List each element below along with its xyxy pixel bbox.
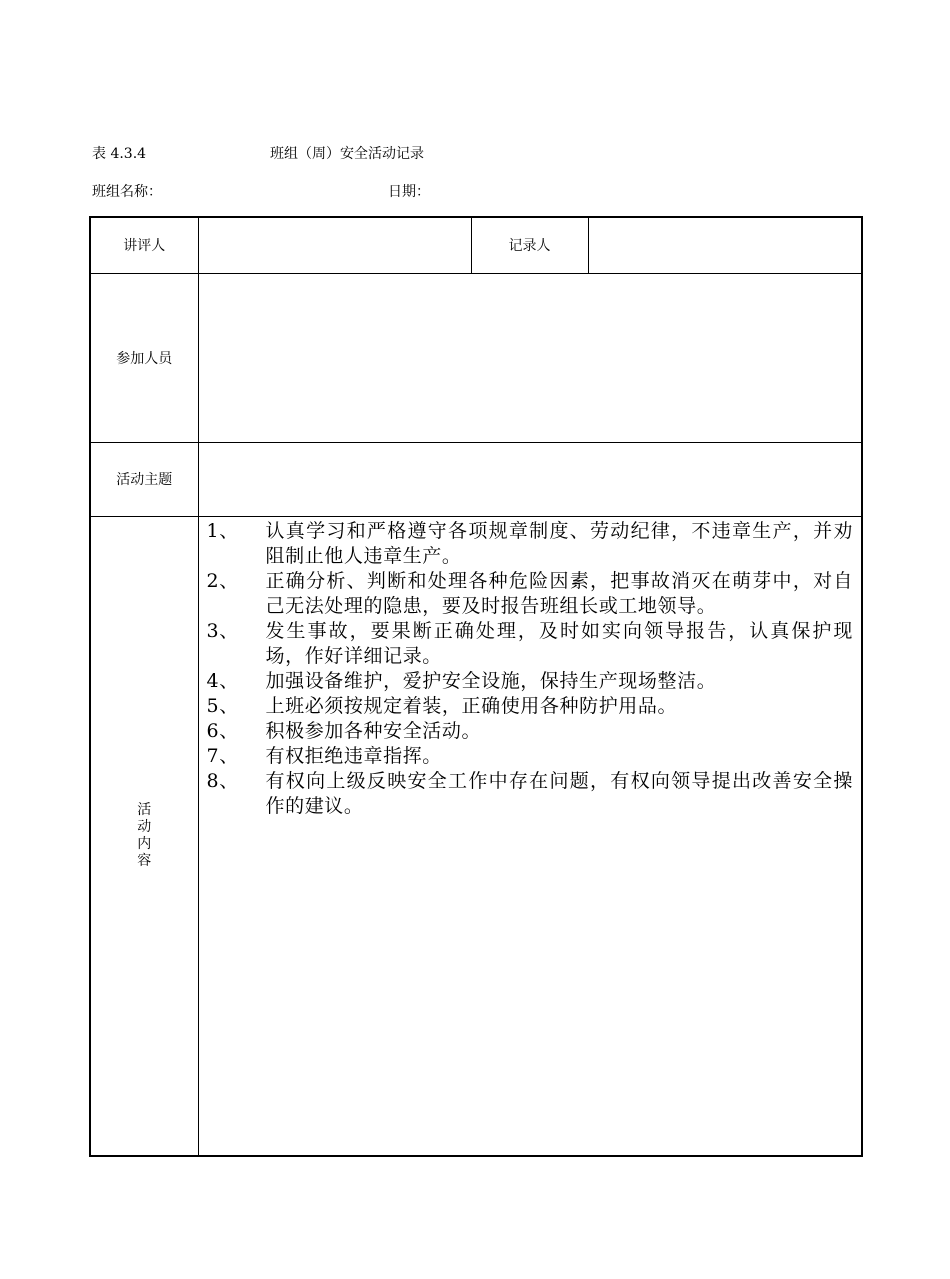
team-name-label: 班组名称： bbox=[92, 184, 162, 200]
activity-record-table bbox=[89, 216, 863, 1157]
content-label: 活动内容 bbox=[137, 801, 152, 869]
content-item bbox=[207, 694, 854, 719]
content-item-text: 正确分析、判断和处理各种危险因素，把事故消灭在萌芽中，对自己无法处理的隐患，要及时报告班组长或工地领导。 bbox=[265, 569, 853, 617]
content-item bbox=[207, 669, 854, 694]
table-number: 表 4.3.4 bbox=[92, 146, 147, 162]
participants-row bbox=[90, 273, 862, 442]
content-item bbox=[207, 744, 854, 769]
reviewer-field[interactable] bbox=[198, 217, 471, 273]
content-item-number: 5、 bbox=[206, 694, 239, 717]
date-label: 日期： bbox=[388, 184, 430, 200]
topic-field[interactable] bbox=[198, 442, 862, 516]
content-item-text: 上班必须按规定着装，正确使用各种防护用品。 bbox=[265, 694, 678, 717]
content-item-number: 7、 bbox=[206, 744, 239, 767]
content-item bbox=[207, 619, 854, 669]
content-item-number: 3、 bbox=[206, 619, 239, 642]
content-item-number: 1、 bbox=[206, 519, 239, 542]
content-item bbox=[207, 719, 854, 744]
content-item-list bbox=[207, 519, 854, 819]
content-row bbox=[90, 516, 862, 1156]
content-item bbox=[207, 769, 854, 819]
content-field[interactable] bbox=[198, 516, 862, 1156]
content-item-text: 有权向上级反映安全工作中存在问题，有权向领导提出改善安全操作的建议。 bbox=[265, 769, 853, 817]
participants-field[interactable] bbox=[198, 273, 862, 442]
content-item-number: 8、 bbox=[206, 769, 239, 792]
recorder-label: 记录人 bbox=[471, 217, 588, 273]
topic-row bbox=[90, 442, 862, 516]
content-item-number: 6、 bbox=[206, 719, 239, 742]
content-item-text: 发生事故，要果断正确处理，及时如实向领导报告，认真保护现场，作好详细记录。 bbox=[265, 619, 853, 667]
content-item-text: 认真学习和严格遵守各项规章制度、劳动纪律，不违章生产，并劝阻制止他人违章生产。 bbox=[265, 519, 853, 567]
participants-label: 参加人员 bbox=[90, 273, 198, 442]
content-label-cell bbox=[90, 516, 198, 1156]
form-title: 班组（周）安全活动记录 bbox=[270, 146, 424, 162]
content-item-text: 积极参加各种安全活动。 bbox=[265, 719, 482, 742]
content-item bbox=[207, 519, 854, 569]
reviewer-label: 讲评人 bbox=[90, 217, 198, 273]
content-item-text: 加强设备维护，爱护安全设施，保持生产现场整洁。 bbox=[265, 669, 717, 692]
topic-label: 活动主题 bbox=[90, 442, 198, 516]
content-item-text: 有权拒绝违章指挥。 bbox=[265, 744, 442, 767]
reviewer-row bbox=[90, 217, 862, 273]
content-item-number: 2、 bbox=[206, 569, 239, 592]
recorder-field[interactable] bbox=[588, 217, 862, 273]
content-item-number: 4、 bbox=[206, 669, 239, 692]
content-item bbox=[207, 569, 854, 619]
